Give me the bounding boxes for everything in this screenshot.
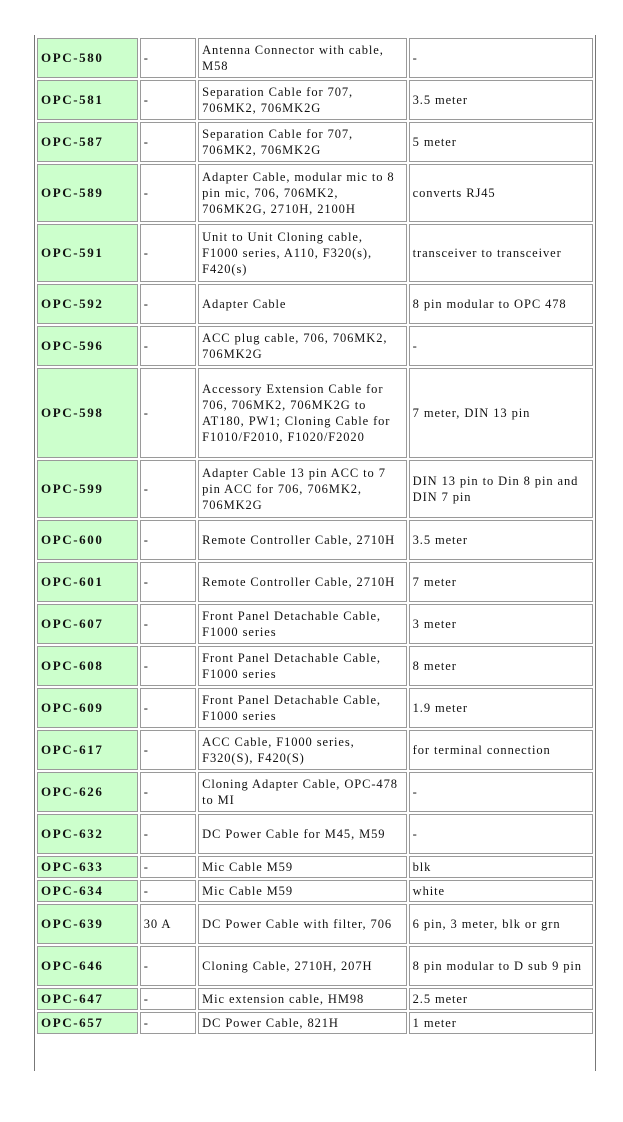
notes-cell: 5 meter — [409, 122, 593, 162]
amperage-cell: - — [140, 772, 196, 812]
amperage-cell: - — [140, 224, 196, 282]
table-row — [37, 988, 593, 1010]
part-number-cell: OPC-607 — [37, 604, 138, 644]
table-row — [37, 856, 593, 878]
table-row — [37, 562, 593, 602]
notes-cell: 2.5 meter — [409, 988, 593, 1010]
amperage-cell: - — [140, 814, 196, 854]
description-cell: Mic Cable M59 — [198, 880, 407, 902]
notes-cell: - — [409, 38, 593, 78]
part-number-cell: OPC-626 — [37, 772, 138, 812]
notes-cell: 1 meter — [409, 1012, 593, 1034]
table-row — [37, 604, 593, 644]
amperage-cell: - — [140, 988, 196, 1010]
amperage-cell: - — [140, 38, 196, 78]
amperage-cell: - — [140, 164, 196, 222]
part-number-cell: OPC-596 — [37, 326, 138, 366]
notes-cell: for terminal connection — [409, 730, 593, 770]
notes-cell: converts RJ45 — [409, 164, 593, 222]
table-row — [37, 122, 593, 162]
part-number-cell: OPC-633 — [37, 856, 138, 878]
notes-cell: blk — [409, 856, 593, 878]
part-number-cell: OPC-581 — [37, 80, 138, 120]
notes-cell: - — [409, 772, 593, 812]
amperage-cell: - — [140, 1012, 196, 1034]
notes-cell: - — [409, 326, 593, 366]
notes-cell: 8 pin modular to D sub 9 pin — [409, 946, 593, 986]
table-row — [37, 284, 593, 324]
amperage-cell: - — [140, 562, 196, 602]
part-number-cell: OPC-592 — [37, 284, 138, 324]
description-cell: Mic extension cable, HM98 — [198, 988, 407, 1010]
amperage-cell: - — [140, 646, 196, 686]
part-number-cell: OPC-591 — [37, 224, 138, 282]
amperage-cell: - — [140, 368, 196, 458]
amperage-cell: - — [140, 856, 196, 878]
part-number-cell: OPC-609 — [37, 688, 138, 728]
amperage-cell: - — [140, 946, 196, 986]
part-number-cell: OPC-601 — [37, 562, 138, 602]
description-cell: Adapter Cable — [198, 284, 407, 324]
part-number-cell: OPC-589 — [37, 164, 138, 222]
notes-cell: 1.9 meter — [409, 688, 593, 728]
part-number-cell: OPC-580 — [37, 38, 138, 78]
notes-cell: DIN 13 pin to Din 8 pin and DIN 7 pin — [409, 460, 593, 518]
amperage-cell: - — [140, 520, 196, 560]
table-row — [37, 460, 593, 518]
description-cell: Front Panel Detachable Cable, F1000 series — [198, 688, 407, 728]
table-row — [37, 164, 593, 222]
amperage-cell: - — [140, 688, 196, 728]
description-cell: Remote Controller Cable, 2710H — [198, 520, 407, 560]
description-cell: ACC Cable, F1000 series, F320(S), F420(S) — [198, 730, 407, 770]
description-cell: Remote Controller Cable, 2710H — [198, 562, 407, 602]
notes-cell: transceiver to transceiver — [409, 224, 593, 282]
description-cell: Cloning Adapter Cable, OPC-478 to MI — [198, 772, 407, 812]
part-number-cell: OPC-646 — [37, 946, 138, 986]
amperage-cell: - — [140, 730, 196, 770]
table-row — [37, 904, 593, 944]
part-number-cell: OPC-632 — [37, 814, 138, 854]
notes-cell: - — [409, 814, 593, 854]
description-cell: DC Power Cable for M45, M59 — [198, 814, 407, 854]
amperage-cell: - — [140, 122, 196, 162]
notes-cell: 7 meter — [409, 562, 593, 602]
description-cell: DC Power Cable with filter, 706 — [198, 904, 407, 944]
amperage-cell: - — [140, 460, 196, 518]
description-cell: Adapter Cable, modular mic to 8 pin mic, 706, 706MK2, 706MK2G, 2710H, 2100H — [198, 164, 407, 222]
description-cell: Separation Cable for 707, 706MK2, 706MK2G — [198, 80, 407, 120]
part-number-cell: OPC-634 — [37, 880, 138, 902]
table-row — [37, 520, 593, 560]
amperage-cell: - — [140, 80, 196, 120]
table-row — [37, 80, 593, 120]
amperage-cell: - — [140, 326, 196, 366]
frame-right-border — [595, 35, 596, 1071]
table-row — [37, 688, 593, 728]
table-row — [37, 368, 593, 458]
part-number-cell: OPC-608 — [37, 646, 138, 686]
part-number-cell: OPC-587 — [37, 122, 138, 162]
notes-cell: 6 pin, 3 meter, blk or grn — [409, 904, 593, 944]
description-cell: Front Panel Detachable Cable, F1000 series — [198, 604, 407, 644]
amperage-cell: - — [140, 284, 196, 324]
description-cell: Front Panel Detachable Cable, F1000 series — [198, 646, 407, 686]
part-number-cell: OPC-647 — [37, 988, 138, 1010]
table-row — [37, 1012, 593, 1034]
amperage-cell: - — [140, 604, 196, 644]
part-number-cell: OPC-600 — [37, 520, 138, 560]
part-number-cell: OPC-639 — [37, 904, 138, 944]
notes-cell: 7 meter, DIN 13 pin — [409, 368, 593, 458]
description-cell: Mic Cable M59 — [198, 856, 407, 878]
table-row — [37, 880, 593, 902]
table-row — [37, 946, 593, 986]
table-row — [37, 224, 593, 282]
table-row — [37, 814, 593, 854]
part-number-cell: OPC-657 — [37, 1012, 138, 1034]
notes-cell: 8 meter — [409, 646, 593, 686]
notes-cell: 3 meter — [409, 604, 593, 644]
parts-table — [35, 36, 595, 1036]
notes-cell: 3.5 meter — [409, 80, 593, 120]
description-cell: ACC plug cable, 706, 706MK2, 706MK2G — [198, 326, 407, 366]
notes-cell: white — [409, 880, 593, 902]
part-number-cell: OPC-599 — [37, 460, 138, 518]
table-row — [37, 730, 593, 770]
part-number-cell: OPC-598 — [37, 368, 138, 458]
amperage-cell: - — [140, 880, 196, 902]
notes-cell: 3.5 meter — [409, 520, 593, 560]
notes-cell: 8 pin modular to OPC 478 — [409, 284, 593, 324]
amperage-cell: 30 A — [140, 904, 196, 944]
description-cell: Antenna Connector with cable, M58 — [198, 38, 407, 78]
table-row — [37, 38, 593, 78]
table-row — [37, 646, 593, 686]
description-cell: Unit to Unit Cloning cable, F1000 series, A110, F320(s), F420(s) — [198, 224, 407, 282]
part-number-cell: OPC-617 — [37, 730, 138, 770]
description-cell: Adapter Cable 13 pin ACC to 7 pin ACC for 706, 706MK2, 706MK2G — [198, 460, 407, 518]
table-row — [37, 772, 593, 812]
description-cell: Separation Cable for 707, 706MK2, 706MK2G — [198, 122, 407, 162]
description-cell: Cloning Cable, 2710H, 207H — [198, 946, 407, 986]
description-cell: DC Power Cable, 821H — [198, 1012, 407, 1034]
table-row — [37, 326, 593, 366]
description-cell: Accessory Extension Cable for 706, 706MK2, 706MK2G to AT180, PW1; Cloning Cable for F1010/F2010, F1020/F2020 — [198, 368, 407, 458]
